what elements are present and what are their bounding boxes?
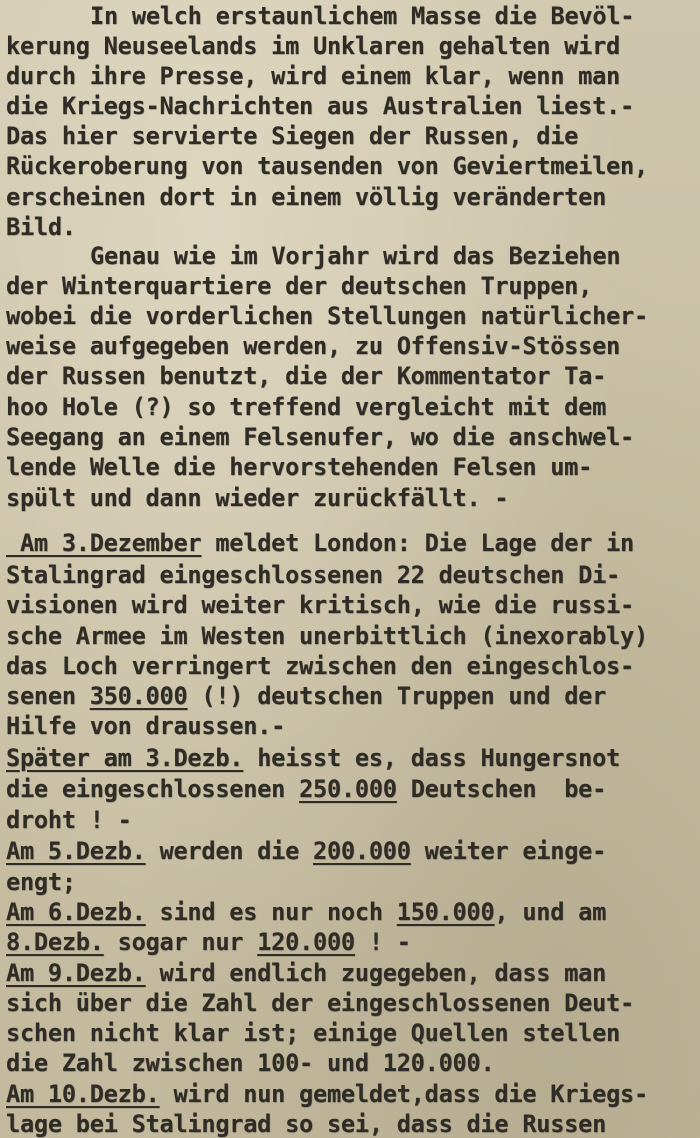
text-segment: sind es nur noch (145, 898, 397, 926)
text-line (6, 422, 634, 452)
underlined-text: Am 10.Dezb. (6, 1080, 160, 1108)
text-segment: (!) deutschen Truppen und der (187, 682, 607, 710)
underlined-text: 120.000 (257, 928, 355, 956)
text-line (6, 182, 606, 212)
text-line (6, 621, 648, 651)
text-segment: lende Welle die hervorstehenden Felsen um- (6, 453, 593, 481)
text-segment: die Kriegs-Nachrichten aus Australien liest.- (6, 92, 634, 120)
text-segment: In welch erstaunlichem Masse die Bevöl- (90, 2, 635, 30)
text-segment: werden die (145, 837, 314, 865)
text-line (6, 897, 606, 927)
text-segment: der Winterquartiere der deutschen Truppen, (6, 272, 593, 300)
text-line (6, 1079, 648, 1109)
text-line (6, 483, 508, 513)
text-line (6, 560, 620, 590)
text-line (6, 271, 592, 301)
text-line (6, 121, 578, 151)
text-line (6, 867, 76, 897)
underlined-text: 8.Dezb. (6, 928, 104, 956)
text-segment: lage bei Stalingrad so sei, dass die Russen (6, 1110, 607, 1138)
text-segment: ! - (354, 928, 411, 956)
underlined-text: Am 5.Dezb. (6, 837, 146, 865)
text-segment: weiter einge- (410, 837, 607, 865)
text-line (6, 528, 634, 558)
text-segment: heisst es, dass Hungersnot (243, 744, 621, 772)
text-line (6, 743, 620, 773)
text-segment: der Russen benutzt, die der Kommentator Ta- (6, 362, 607, 390)
text-segment: sich über die Zahl der eingeschlossenen Deut- (6, 989, 634, 1017)
text-line (6, 392, 606, 422)
text-segment: hoo Hole (?) so treffend vergleicht mit dem (6, 393, 607, 421)
text-segment: senen (6, 682, 90, 710)
underlined-text: 150.000 (396, 898, 495, 926)
text-segment: sche Armee im Westen unerbittlich (inexorably) (6, 622, 648, 650)
underlined-text: Am 6.Dezb. (6, 898, 146, 926)
text-segment: Rückeroberung von tausenden von Geviertmeilen, (6, 152, 648, 180)
text-line (6, 774, 606, 804)
underlined-text: 200.000 (313, 837, 411, 865)
text-line (6, 681, 606, 711)
text-segment: sogar nur (103, 928, 258, 956)
text-segment: Seegang an einem Felsenufer, wo die anschwel- (6, 423, 634, 451)
text-line (90, 1, 634, 31)
text-line (6, 805, 132, 835)
text-segment: meldet London: Die Lage der in (201, 529, 634, 557)
text-segment: schen nicht klar ist; einige Quellen stellen (6, 1019, 621, 1047)
text-line (6, 31, 620, 61)
text-line (6, 91, 634, 121)
text-segment: kerung Neuseelands im Unklaren gehalten wird (6, 32, 621, 60)
text-line (6, 452, 592, 482)
text-line (6, 988, 634, 1018)
text-segment: durch ihre Presse, wird einem klar, wenn man (6, 62, 621, 90)
underlined-text: Am 3.Dezember (6, 529, 202, 557)
text-line (6, 1109, 606, 1138)
text-line (90, 241, 620, 271)
text-line (6, 958, 606, 988)
text-segment: engt; (6, 868, 76, 896)
text-segment: weise aufgegeben werden, zu Offensiv-Stössen (6, 332, 621, 360)
text-segment: visionen wird weiter kritisch, wie die russi- (6, 591, 634, 619)
underlined-text: Am 9.Dezb. (6, 959, 146, 987)
underlined-text: 250.000 (299, 775, 397, 803)
text-line (6, 212, 76, 242)
text-segment: die eingeschlossenen (6, 775, 300, 803)
text-line (6, 836, 606, 866)
underlined-text: 350.000 (89, 682, 188, 710)
text-segment: , und am (494, 898, 607, 926)
text-line (6, 711, 285, 741)
underlined-text: Später am 3.Dezb. (6, 744, 244, 772)
text-segment: erscheinen dort in einem völlig veränderten (6, 183, 607, 211)
text-segment: spült und dann wieder zurückfällt. - (6, 484, 509, 512)
text-segment: droht ! - (6, 806, 132, 834)
text-line (6, 1018, 620, 1048)
text-line (6, 590, 634, 620)
text-line (6, 301, 648, 331)
text-line (6, 331, 620, 361)
text-line (6, 927, 411, 957)
text-segment: Deutschen be- (396, 775, 607, 803)
text-line (6, 1048, 494, 1078)
text-segment: Hilfe von draussen.- (6, 712, 286, 740)
text-segment: wird nun gemeldet,dass die Kriegs- (159, 1080, 648, 1108)
text-segment: wobei die vorderlichen Stellungen natürlicher- (6, 302, 648, 330)
text-segment: Genau wie im Vorjahr wird das Beziehen (90, 242, 621, 270)
text-segment: Stalingrad eingeschlossenen 22 deutschen Di- (6, 561, 621, 589)
text-segment: wird endlich zugegeben, dass man (145, 959, 607, 987)
text-segment: Bild. (6, 213, 76, 241)
text-segment: das Loch verringert zwischen den eingeschlos- (6, 652, 634, 680)
text-line (6, 151, 648, 181)
text-segment: Das hier servierte Siegen der Russen, die (6, 122, 579, 150)
text-segment: die Zahl zwischen 100- und 120.000. (6, 1049, 495, 1077)
text-line (6, 61, 620, 91)
text-line (6, 361, 606, 391)
text-line (6, 651, 634, 681)
